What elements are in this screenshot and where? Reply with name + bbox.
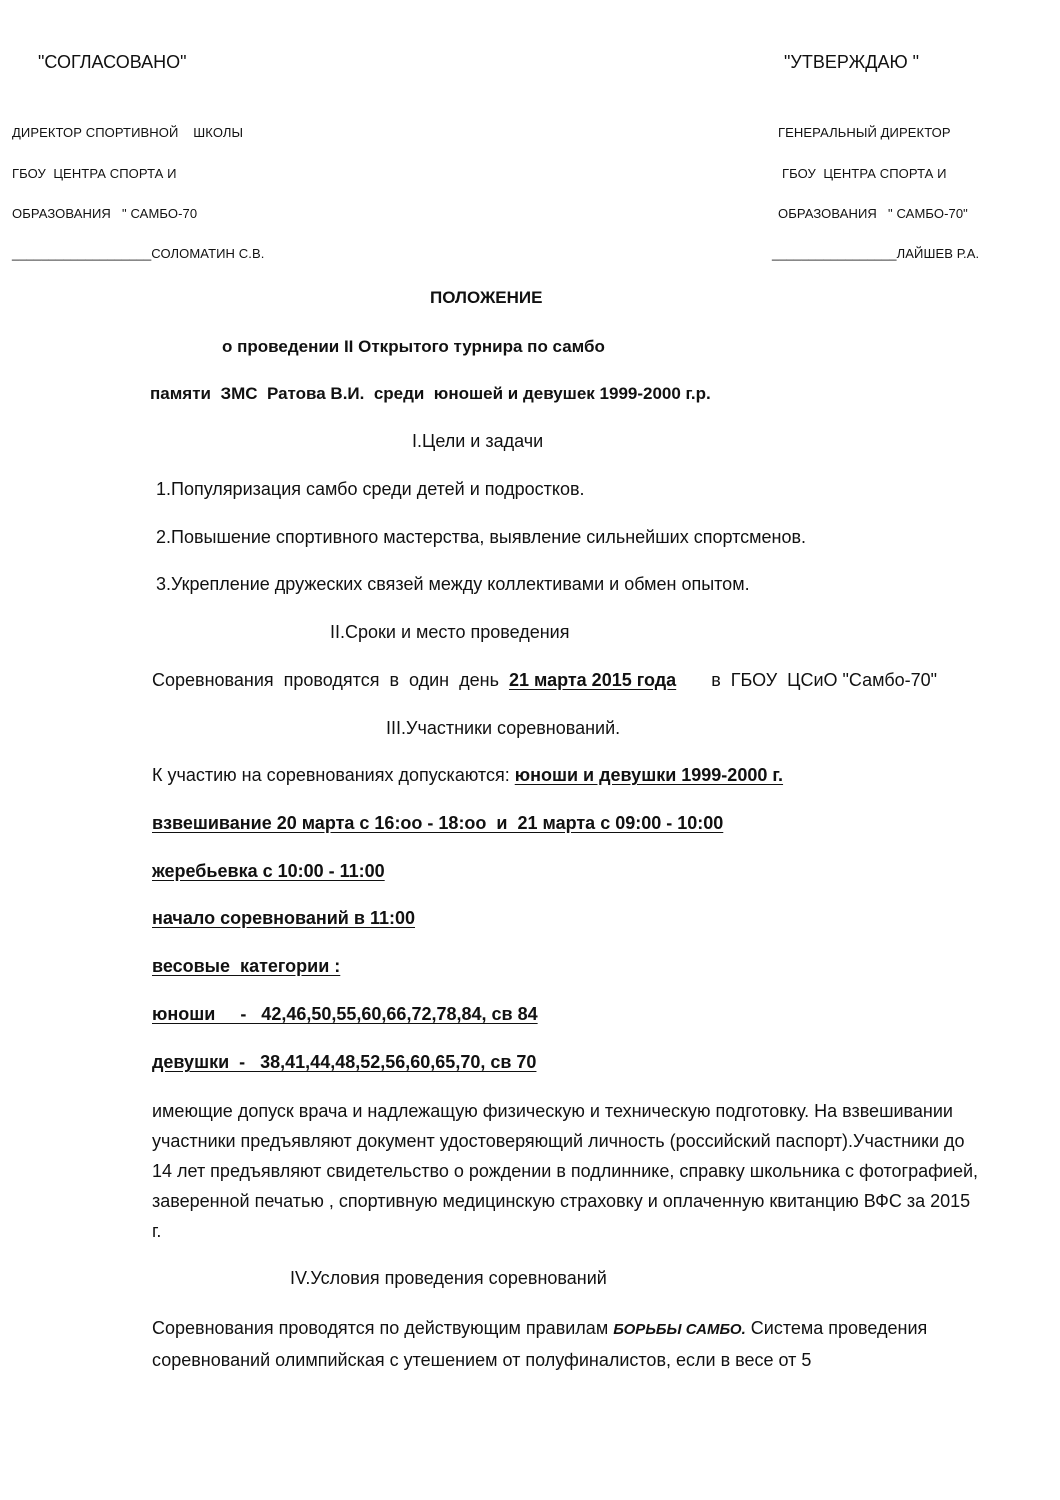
weighing-schedule: взвешивание 20 марта с 16:oo - 18:oo и 21 марта с 09:00 - 10:00 — [152, 813, 724, 833]
section2-heading: II.Сроки и место проведения — [330, 622, 570, 642]
approval-left-title: "СОГЛАСОВАНО" — [38, 52, 187, 72]
weight-categories-girls: девушки - 38,41,44,48,52,56,60,65,70, св 70 — [152, 1052, 537, 1072]
approval-right-line2: ГБОУ ЦЕНТРА СПОРТА И — [782, 166, 947, 181]
section4-paragraph — [152, 1313, 982, 1375]
document-subtitle-1: о проведении II Открытого турнира по самбо — [222, 337, 605, 356]
section1-item-2: 2.Повышение спортивного мастерства, выявление сильнейших спортсменов. — [156, 527, 807, 547]
approval-left-line3: ОБРАЗОВАНИЯ " САМБО-70 — [12, 206, 198, 221]
section1-item-3: 3.Укрепление дружеских связей между коллективами и обмен опытом. — [156, 574, 750, 594]
document-subtitle-2: памяти ЗМС Ратова В.И. среди юношей и девушек 1999-2000 г.р. — [150, 384, 711, 403]
approval-right-title: "УТВЕРЖДАЮ " — [784, 52, 920, 72]
start-time: начало соревнований в 11:00 — [152, 908, 415, 928]
weight-categories-heading: весовые категории : — [152, 956, 341, 976]
draw-schedule: жеребьевка с 10:00 - 11:00 — [152, 861, 385, 881]
section3-heading: III.Участники соревнований. — [386, 718, 621, 738]
competition-date: 21 марта 2015 года — [508, 670, 677, 690]
admission-line — [152, 765, 783, 786]
approval-left-line2: ГБОУ ЦЕНТРА СПОРТА И — [12, 166, 177, 181]
section4-text-before: Соревнования проводятся по действующим правилам — [152, 1318, 609, 1338]
admission-text: К участию на соревнованиях допускаются: — [152, 765, 510, 785]
approval-right-signature: _________________ЛАЙШЕВ Р.А. — [772, 246, 980, 261]
document-title: ПОЛОЖЕНИЕ — [430, 288, 543, 307]
section4-heading: IV.Условия проведения соревнований — [290, 1268, 607, 1288]
section2-line — [152, 670, 937, 691]
approval-right-line3: ОБРАЗОВАНИЯ " САМБО-70" — [778, 206, 968, 221]
weight-categories-boys: юноши - 42,46,50,55,60,66,72,78,84, св 84 — [152, 1004, 538, 1024]
section2-text-before: Соревнования проводятся в один день — [152, 670, 499, 690]
section4-rules: БОРЬБЫ САМБО. — [613, 1321, 746, 1338]
approval-left-line1: ДИРЕКТОР СПОРТИВНОЙ ШКОЛЫ — [12, 125, 244, 140]
section2-text-after: в ГБОУ ЦСиО "Самбо-70" — [711, 670, 938, 690]
approval-left-signature: ___________________СОЛОМАТИН С.В. — [12, 246, 265, 261]
section4-text-after: Система проведения соревнований олимпийская с утешением от полуфиналистов, если в весе от 5 — [152, 1318, 928, 1370]
section1-heading: I.Цели и задачи — [412, 431, 544, 451]
section1-item-1: 1.Популяризация самбо среди детей и подростков. — [156, 479, 585, 499]
approval-right-line1: ГЕНЕРАЛЬНЫЙ ДИРЕКТОР — [778, 125, 951, 140]
participants-requirements: имеющие допуск врача и надлежащую физическую и техническую подготовку. На взвешивании участники предъявляют документ удостоверяющий личность (российский паспорт).Участники до 14 лет предъявляют свидетельство о рождении в подлиннике, справку школьника с фотографией, заверенной печатью , спортивную медицинскую страховку и оплаченную квитанцию ВФС за 2015 г. — [152, 1101, 979, 1241]
admission-participants: юноши и девушки 1999-2000 г. — [514, 765, 784, 785]
